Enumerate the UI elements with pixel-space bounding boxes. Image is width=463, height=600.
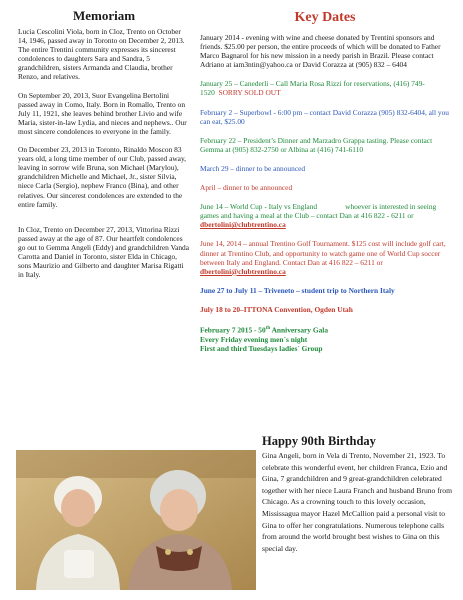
event-jun14-worldcup [200, 202, 450, 229]
event-feb2: February 2 – Superbowl - 6:00 pm – contact David Corazza (905) 832-6404, all you can eat, $25.00 [200, 107, 449, 126]
event-mar29: March 29 – dinner to be announced [200, 163, 306, 173]
event-gala-text-b: Anniversary Gala [270, 325, 329, 335]
event-golf [200, 239, 450, 275]
memoriam-entry: In Cloz, Trento on December 27, 2013, Vittorina Rizzi passed away at the age of 87. Our heartfelt condolences go out to Gemma Angeli (Eddy) and grandchildren Vanda Carotta and Daniel in Toronto, sister Elda in Chicago, sons Maurizio and Gilberto and daughter Marisa Rigatti in Italy. [18, 224, 190, 280]
event-jan25 [200, 79, 450, 97]
email-link[interactable]: dbertolini@clubtrentino.ca [200, 220, 286, 230]
memoriam-entry: Lucia Cescolini Viola, born in Cloz, Trento on October 14, 1946, passed away in Toronto on December 2, 2013. The entire Trentini community expresses its sincerest condolences to daughters Sara and Sandra, 5 grandchildren, sisters Armanda and Claudia, brother Renzo, and relatives. [18, 27, 185, 82]
key-dates-title: Key Dates [294, 10, 356, 25]
email-link[interactable]: dbertolini@clubtrentino.ca [200, 266, 286, 276]
event-golf-text: June 14, 2014 – annual Trentino Golf Tournament. $125 cost will include golf cart, dinner at Trentino Club, and opportunity to watch game one of World Cup soccer between Italy and England. Contact Dan at 416 822 – 6211 or [200, 239, 446, 267]
event-triveneto: June 27 to July 11 – Triveneto – student trip to Northern Italy [200, 285, 395, 295]
event-gala-text-a: February 7 2015 - 50 [200, 325, 266, 335]
birthday-text: Gina Angeli, born in Vela di Trento, November 21, 1923. To celebrate this wonderful event, her children Franca, Ezio and Gina, 7 grandchildren and 9 great-grandchildren celebrated together with her niece Laura Franch and husband Bruno from Chicago. As a crowning touch to this lovely occasion, Mississagua mayor Hazel McCallion paid a personal visit to Gina to offer her congratulations. Numerous telephone calls from around the world brought best wishes to Gina on this special day. [262, 451, 452, 553]
event-april: April – dinner to be announced [200, 183, 293, 193]
event-jan25-text: January 25 – Canederli – Call Maria Rosa Rizzi for reservations, (416) 749-1520 [200, 79, 425, 98]
sold-out-badge: SORRY SOLD OUT [218, 88, 281, 98]
memoriam-entry: On December 23, 2013 in Toronto, Rinaldo Moscon 83 years old, a long time member of our Club, passed away, leaving in sorrow wife Bruna, son Michael (Marylou), grandchildren Michelle and Michael, Jr., sister Silvia, niece Carla (Sergio), nephew Franco (Bina), and other relatives. Our sincerest condolences are extended to the entire family. [18, 145, 187, 209]
event-ladies: First and third Tuesdays ladies` Group [200, 343, 323, 353]
event-jun14-text-b: whoever is interested in seeing games and having a meal at the Club – contact Dan at 416 822 - 6211 or [200, 202, 437, 221]
memoriam-entry: On September 20, 2013, Suor Evangelina Bertolini passed away in Como, Italy. Born in Romallo, Trento on July 11, 1921, she leaves behind brother Livio and wife Maria, sister-in-law Lydia, and nieces and nephews.. Our most sincere condolences to everyone in the family. [18, 90, 187, 136]
event-gala-sup: th [265, 325, 271, 331]
memoriam-section [18, 8, 190, 288]
memoriam-title: Memoriam [72, 8, 136, 23]
birthday-photo [16, 450, 256, 590]
key-dates-section [200, 8, 450, 353]
event-ittona: July 18 to 20–ITTONA Convention, Ogden Utah [200, 304, 353, 314]
birthday-title: Happy 90th Birthday [262, 434, 376, 448]
photo-illustration [16, 450, 256, 590]
event-january: January 2014 - evening with wine and cheese donated by Trentini sponsors and friends. $25.00 per person, the entire proceeds of which will be donated to Father Marco Bagnarol for his new mission in a needy parish in Brazil. Please contact Adriano at iam3ntin@yahoo.ca or David Corazza at (905) 832 – 6404 [200, 33, 441, 70]
event-friday: Every Friday evening men`s night [200, 334, 308, 344]
event-feb22: February 22 – President’s Dinner and Marzadro Grappa tasting. Please contact Gemma at (905) 832-2750 or Albina at (416) 741-6110 [200, 135, 433, 154]
event-jun14-text-a: June 14 – World Cup - Italy vs England [200, 202, 318, 212]
event-gala [200, 324, 450, 335]
